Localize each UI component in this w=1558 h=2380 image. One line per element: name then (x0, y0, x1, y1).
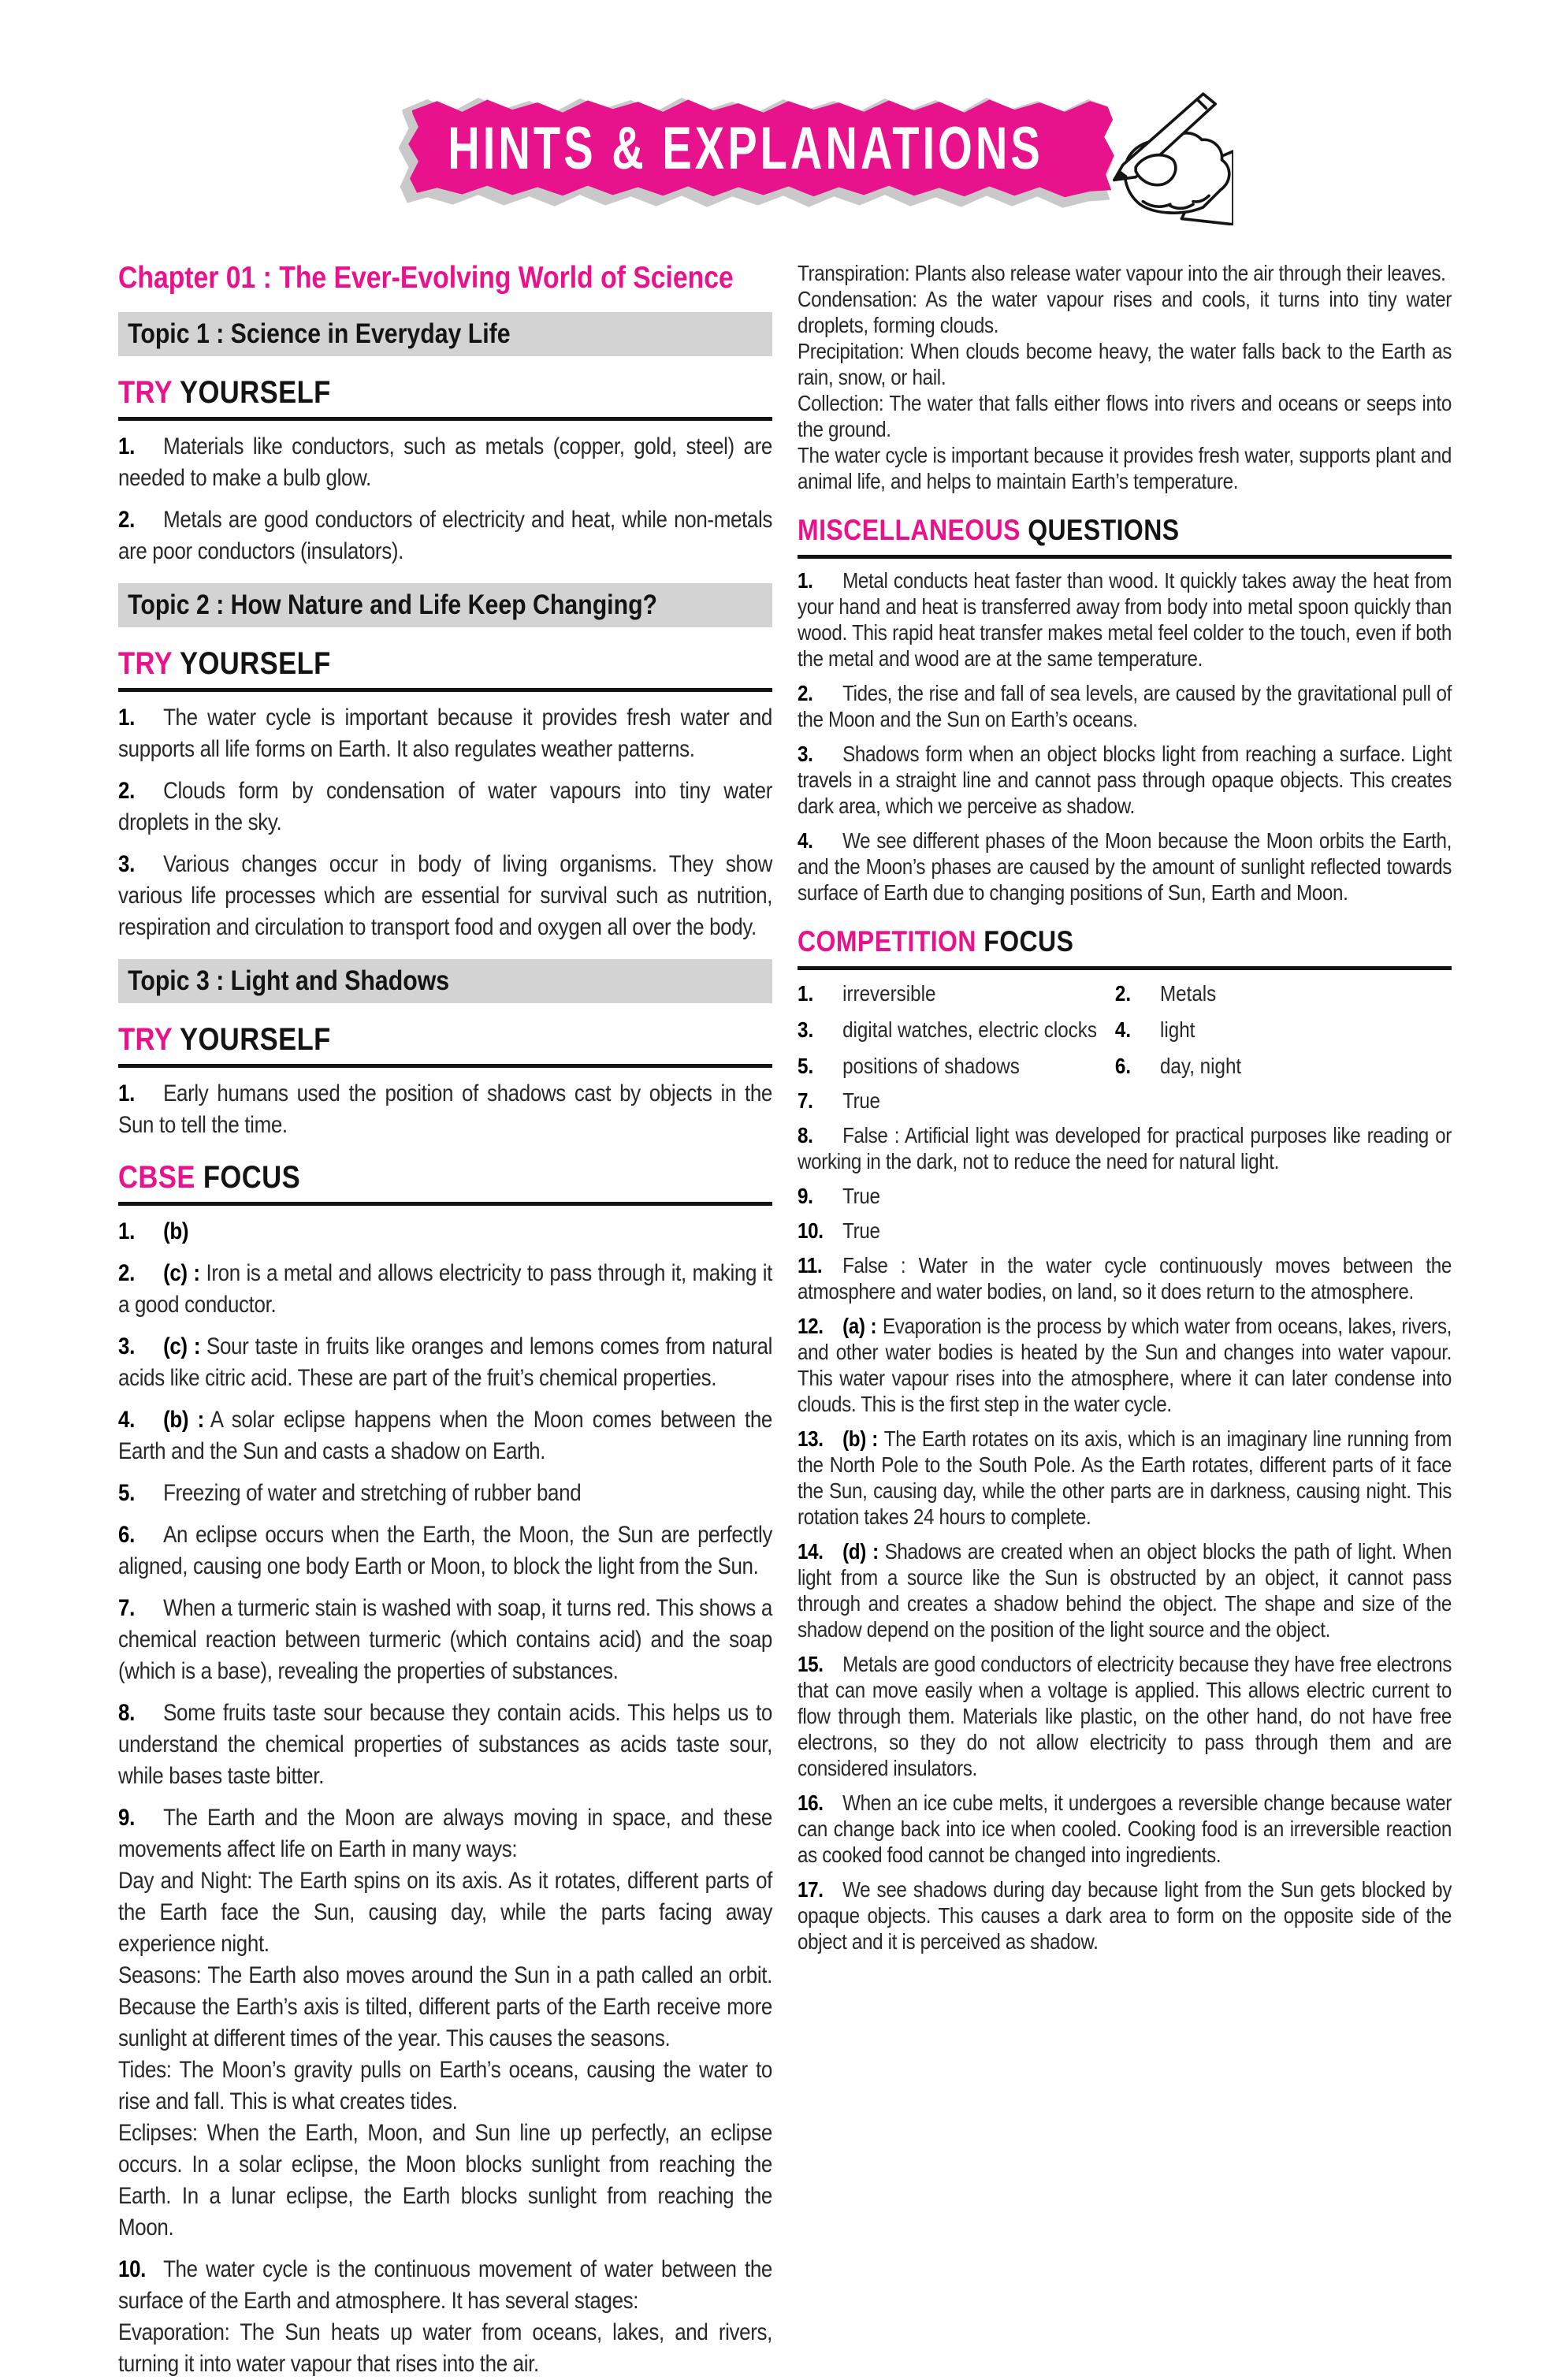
answer-text: Metals are good conductors of electricity and heat, while non-metals are poor conductors (insulators). (118, 507, 773, 564)
heading-rest: YOURSELF (179, 646, 331, 681)
answer-item (798, 1313, 1452, 1417)
option-label: (b) : (842, 1426, 878, 1451)
answer-text: A solar eclipse happens when the Moon comes between the Earth and the Sun and casts a shadow on Earth. (118, 1407, 773, 1464)
item-number: 1. (118, 1080, 135, 1106)
answer-item (798, 1538, 1452, 1642)
answer-item (118, 2118, 772, 2244)
answer-text: False : Artificial light was developed for practical purposes like reading or working in the dark, not to reduce the need for natural light. (798, 1123, 1452, 1173)
answer-text: Evaporation is the process by which water from oceans, lakes, rivers, and other water bodies is heated by the Sun and changes into water vapour. This water vapour rises into the atmosphere, where it can later condense into clouds. This is the first step in the water cycle. (798, 1314, 1452, 1416)
answer-text: When an ice cube melts, it undergoes a reversible change because water can change back into ice when cooled. Cooking food is an irreversible reaction as cooked food cannot be changed into ingredients. (798, 1791, 1452, 1867)
item-number: 17. (798, 1877, 824, 1902)
answer-item (798, 286, 1452, 338)
miscellaneous-questions-heading (798, 513, 1452, 559)
answer-item (118, 2317, 772, 2380)
item-number: 3. (798, 1017, 814, 1042)
option-label: (c) : (163, 1260, 200, 1286)
answer-item (798, 1218, 1452, 1244)
answer-text: False : Water in the water cycle continuously moves between the atmosphere and water bodies, on land, so it does return to the atmosphere. (798, 1253, 1452, 1303)
try-yourself-heading-1 (118, 375, 772, 421)
answer-item (798, 1426, 1452, 1530)
hints-banner (394, 71, 1233, 225)
answer-item (798, 1876, 1452, 1954)
item-number: 1. (118, 433, 135, 459)
answer-item (798, 1122, 1452, 1174)
topic-bar-3: Topic 3 : Light and Shadows (118, 959, 772, 1003)
answer-item (118, 1698, 772, 1792)
answer-list-topic3 (118, 1078, 772, 1141)
answer-text: Early humans used the position of shadows cast by objects in the Sun to tell the time. (118, 1080, 773, 1138)
answer-item (118, 1593, 772, 1687)
answer-item (118, 1404, 772, 1467)
answer-item (798, 567, 1452, 671)
answer-text: The Earth and the Moon are always moving in space, and these movements affect life on Earth in many ways: (118, 1805, 773, 1862)
competition-pair-row (798, 980, 1452, 1006)
answer-text: Some fruits taste sour because they contain acids. This helps us to understand the chemical properties of substances as acids taste sour, while bases taste bitter. (118, 1700, 773, 1789)
item-number: 12. (798, 1314, 824, 1338)
heading-rest: FOCUS (203, 1160, 301, 1195)
answer-text: Condensation: As the water vapour rises and cools, it turns into tiny water droplets, forming clouds. (798, 287, 1452, 337)
answer-item (798, 338, 1452, 390)
item-number: 14. (798, 1539, 824, 1564)
banner-title: HINTS & EXPLANATIONS (448, 114, 1043, 182)
answer-text: Sour taste in fruits like oranges and lemons comes from natural acids like citric acid. These are part of the fruit’s chemical properties. (118, 1333, 773, 1391)
answer-list-competition (798, 1088, 1452, 1954)
answer-text: The water cycle is important because it provides fresh water, supports plant and animal life, and helps to maintain Earth’s temperature. (798, 443, 1452, 493)
answer-text: We see shadows during day because light from the Sun gets blocked by opaque objects. This causes a dark area to form on the opposite side of the object and it is perceived as shadow. (798, 1877, 1452, 1954)
answer-item (798, 1790, 1452, 1868)
answer-text: Metals (1159, 981, 1217, 1006)
answer-item (798, 390, 1452, 442)
answer-list-topic2 (118, 702, 772, 943)
answer-text: Transpiration: Plants also release water vapour into the air through their leaves. (798, 261, 1446, 285)
answer-text: Metals are good conductors of electricity because they have free electrons that can move easily when a voltage is applied. This allows electric current to flow through them. Materials like plastic, on the other hand, do not have free electrons, so they do not allow electricity to pass through them and are considered insulators. (798, 1652, 1452, 1780)
answer-text: Tides: The Moon’s gravity pulls on Earth’s oceans, causing the water to rise and fall. This is what creates tides. (118, 2057, 773, 2114)
answer-text: The water cycle is important because it provides fresh water and supports all life forms on Earth. It also regulates weather patterns. (118, 705, 773, 762)
right-column (798, 260, 1452, 1954)
heading-rest: YOURSELF (179, 1022, 331, 1057)
heading-accent: TRY (118, 375, 173, 410)
answer-item (118, 1802, 772, 1865)
item-number: 2. (118, 507, 135, 533)
option-label: (b) : (163, 1407, 204, 1433)
answer-item (118, 702, 772, 765)
option-label: (b) (163, 1218, 189, 1244)
heading-accent: TRY (118, 646, 173, 681)
answer-text: light (1159, 1017, 1195, 1042)
competition-focus-heading (798, 924, 1452, 970)
heading-rest: FOCUS (984, 925, 1074, 958)
item-number: 7. (798, 1088, 813, 1113)
answer-list-topic1 (118, 431, 772, 567)
item-number: 1. (118, 705, 135, 731)
hand-pen-illustration (1114, 94, 1233, 225)
answer-item (118, 1865, 772, 1960)
topic-bar-1: Topic 1 : Science in Everyday Life (118, 312, 772, 356)
item-number: 3. (118, 1333, 135, 1359)
answer-text: Tides, the rise and fall of sea levels, are caused by the gravitational pull of the Moon and the Sun on Earth’s oceans. (798, 681, 1452, 731)
item-number: 7. (118, 1595, 135, 1621)
answer-item (798, 680, 1452, 732)
answer-text: digital watches, electric clocks (842, 1017, 1097, 1042)
answer-text: Freezing of water and stretching of rubber band (163, 1480, 582, 1506)
answer-item (118, 1258, 772, 1321)
answer-text: True (842, 1218, 880, 1243)
item-number: 10. (118, 2256, 147, 2282)
answer-text: Evaporation: The Sun heats up water from oceans, lakes, and rivers, turning it into water vapour that rises into the air. (118, 2319, 773, 2377)
item-number: 15. (798, 1652, 824, 1676)
water-cycle-continuation (798, 260, 1452, 494)
heading-accent: CBSE (118, 1160, 195, 1195)
competition-pair-row (798, 1017, 1452, 1043)
heading-accent: COMPETITION (798, 925, 976, 958)
answer-list-cbse (118, 1216, 772, 2380)
answer-item (118, 431, 772, 494)
answer-text: Precipitation: When clouds become heavy, the water falls back to the Earth as rain, snow, or hail. (798, 339, 1452, 389)
item-number: 11. (798, 1253, 823, 1277)
answer-item (118, 1078, 772, 1141)
item-number: 2. (1114, 981, 1132, 1006)
answer-item (798, 741, 1452, 819)
answer-text: Clouds form by condensation of water vapours into tiny water droplets in the sky. (118, 778, 773, 835)
item-number: 3. (118, 851, 135, 877)
item-number: 1. (798, 981, 814, 1006)
answer-item (118, 1519, 772, 1582)
answer-text: Shadows are created when an object blocks the path of light. When light from a source like the Sun is obstructed by an object, it cannot pass through and creates a shadow behind the object. The shape and size of the shadow depend on the position of the light source and the object. (798, 1539, 1452, 1642)
answer-text: Materials like conductors, such as metals (copper, gold, steel) are needed to make a bulb glow. (118, 433, 773, 491)
option-label: (a) : (842, 1314, 877, 1338)
answer-text: Day and Night: The Earth spins on its axis. As it rotates, different parts of the Earth face the Sun, causing day, while the parts facing away experience night. (118, 1868, 773, 1957)
item-number: 2. (118, 1260, 135, 1286)
answer-text: True (842, 1088, 880, 1113)
answer-item (798, 1183, 1452, 1209)
item-number: 3. (798, 742, 813, 766)
option-label: (d) : (842, 1539, 879, 1564)
answer-item (118, 1216, 772, 1248)
answer-item (798, 1088, 1452, 1114)
competition-pairs (798, 980, 1452, 1079)
item-number: 4. (1114, 1017, 1132, 1042)
answer-item (118, 775, 772, 839)
answer-text: irreversible (842, 981, 936, 1006)
answer-text: An eclipse occurs when the Earth, the Moon, the Sun are perfectly aligned, causing one body Earth or Moon, to block the light from the Sun. (118, 1522, 773, 1579)
cbse-focus-heading (118, 1160, 772, 1206)
item-number: 9. (118, 1805, 135, 1831)
item-number: 6. (1114, 1054, 1132, 1078)
item-number: 1. (118, 1218, 135, 1244)
answer-item (798, 442, 1452, 494)
answer-item (118, 1960, 772, 2055)
answer-text: Collection: The water that falls either flows into rivers and oceans or seeps into the ground. (798, 391, 1452, 441)
answer-item (118, 1331, 772, 1394)
heading-accent: MISCELLANEOUS (798, 514, 1021, 546)
item-number: 1. (798, 568, 813, 593)
topic-bar-2: Topic 2 : How Nature and Life Keep Changing? (118, 583, 772, 627)
answer-text: Metal conducts heat faster than wood. It quickly takes away the heat from your hand and heat is transferred away from body into metal spoon quickly than wood. This rapid heat transfer makes metal feel colder to the touch, even if both the metal and wood are at the same temperature. (798, 568, 1452, 671)
item-number: 5. (118, 1480, 135, 1506)
chapter-title: Chapter 01 : The Ever-Evolving World of Science (118, 261, 734, 295)
answer-text: We see different phases of the Moon because the Moon orbits the Earth, and the Moon’s phases are caused by the amount of sunlight reflected towards surface of Earth due to changing positions of Sun, Earth and Moon. (798, 828, 1452, 905)
answer-item (118, 504, 772, 567)
option-label: (c) : (163, 1333, 201, 1359)
item-number: 5. (798, 1054, 814, 1078)
heading-accent: TRY (118, 1022, 173, 1057)
item-number: 13. (798, 1426, 824, 1451)
item-number: 2. (798, 681, 813, 705)
try-yourself-heading-2 (118, 646, 772, 692)
item-number: 8. (118, 1700, 135, 1726)
try-yourself-heading-3 (118, 1022, 772, 1068)
answer-item (118, 1478, 772, 1509)
item-number: 4. (798, 828, 813, 853)
answer-text: The Earth rotates on its axis, which is an imaginary line running from the North Pole to the South Pole. As the Earth rotates, different parts of it face the Sun, causing day, while the other parts are in darkness, causing night. This rotation takes 24 hours to complete. (798, 1426, 1452, 1529)
answer-text: When a turmeric stain is washed with soap, it turns red. This shows a chemical reaction between turmeric (which contains acid) and the soap (which is a base), revealing the properties of substances. (118, 1595, 773, 1684)
answer-item (798, 1651, 1452, 1781)
answer-text: True (842, 1184, 880, 1208)
item-number: 10. (798, 1218, 824, 1243)
answer-text: positions of shadows (842, 1054, 1020, 1078)
answer-list-misc (798, 567, 1452, 906)
heading-rest: QUESTIONS (1028, 514, 1180, 546)
answer-text: Various changes occur in body of living organisms. They show various life processes which are essential for survival such as nutrition, respiration and circulation to transport food and oxygen all over the body. (118, 851, 773, 940)
answer-item (118, 849, 772, 943)
competition-pair-row (798, 1053, 1452, 1079)
item-number: 8. (798, 1123, 813, 1147)
item-number: 2. (118, 778, 135, 804)
item-number: 16. (798, 1791, 824, 1815)
answer-text: day, night (1159, 1054, 1242, 1078)
answer-text: Iron is a metal and allows electricity to pass through it, making it a good conductor. (118, 1260, 773, 1318)
answer-item (798, 827, 1452, 906)
answer-item (798, 1252, 1452, 1304)
answer-item (798, 260, 1452, 286)
answer-item (118, 2254, 772, 2317)
item-number: 9. (798, 1184, 813, 1208)
answer-text: The water cycle is the continuous movement of water between the surface of the Earth and atmosphere. It has several stages: (118, 2256, 773, 2314)
answer-text: Seasons: The Earth also moves around the Sun in a path called an orbit. Because the Earth’s axis is tilted, different parts of the Earth receive more sunlight at different times of the year. This causes the seasons. (118, 1962, 773, 2051)
item-number: 4. (118, 1407, 135, 1433)
item-number: 6. (118, 1522, 135, 1548)
left-column (118, 260, 772, 2380)
heading-rest: YOURSELF (179, 375, 331, 410)
answer-item (118, 2055, 772, 2118)
answer-text: Shadows form when an object blocks light from reaching a surface. Light travels in a straight line and cannot pass through opaque objects. This creates dark area, which we perceive as shadow. (798, 742, 1452, 818)
answer-text: Eclipses: When the Earth, Moon, and Sun line up perfectly, an eclipse occurs. In a solar eclipse, the Moon blocks sunlight from reaching the Earth. In a lunar eclipse, the Earth blocks sunlight from reaching the Moon. (118, 2120, 773, 2241)
